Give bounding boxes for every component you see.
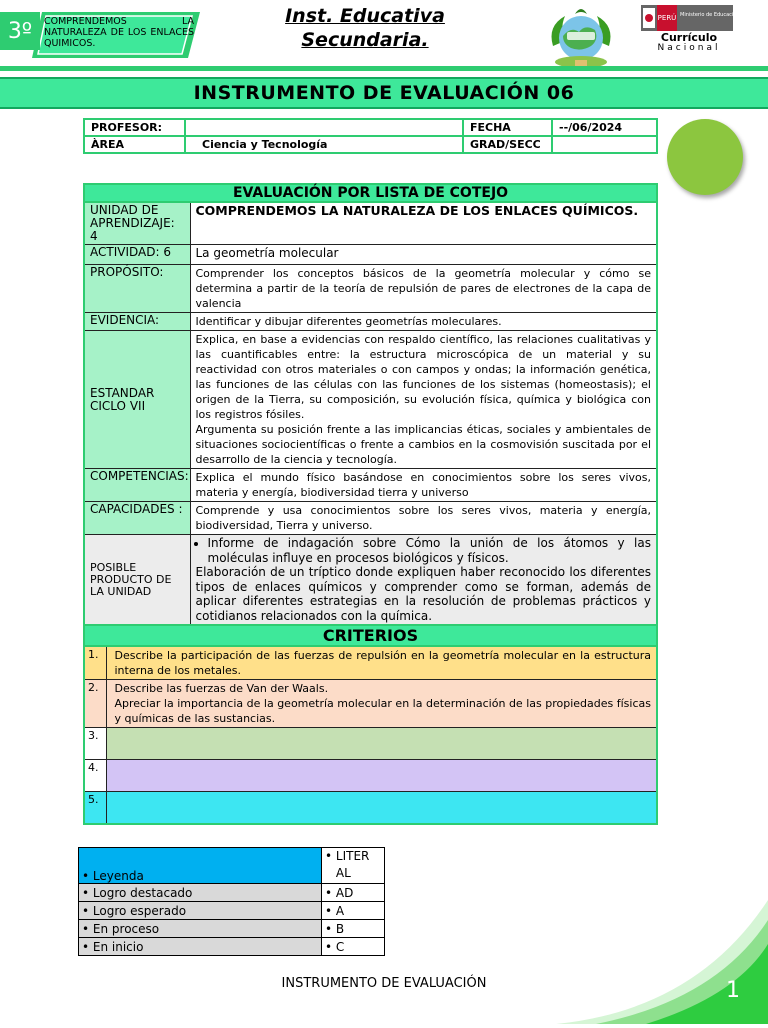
criterio-row-5 bbox=[84, 792, 657, 824]
green-circle-decoration bbox=[667, 119, 743, 195]
competencia-value: Explica el mundo físico basándose en conocimientos sobre los seres vivos, materia y energía, biodiversidad tierra y universo bbox=[190, 469, 657, 502]
criterio-text bbox=[106, 680, 657, 728]
actividad-label: ACTIVIDAD: 6 bbox=[84, 245, 190, 265]
fecha-label: FECHA bbox=[463, 119, 552, 136]
producto-bullet: • Informe de indagación sobre Cómo la unión de los átomos y las moléculas influye en procesos biológicos y físicos. bbox=[208, 536, 652, 565]
fecha-value[interactable]: --/06/2024 bbox=[552, 119, 657, 136]
legend-label: • En inicio bbox=[79, 938, 322, 956]
legend-table bbox=[78, 847, 385, 956]
legend-row bbox=[79, 884, 385, 902]
nacional-label: Nacional bbox=[657, 43, 721, 53]
proposito-value: Comprender los conceptos básicos de la geometría molecular y cómo se determina a partir de la teoría de repulsión de pares de electrones de la capa de valencia bbox=[190, 265, 657, 313]
grad-label: GRAD/SECC bbox=[463, 136, 552, 153]
evidencia-label: EVIDENCIA: bbox=[84, 313, 190, 331]
grade-label: 3º bbox=[0, 12, 40, 50]
criterio-number: 2. bbox=[84, 680, 106, 728]
legend-label: • Logro esperado bbox=[79, 902, 322, 920]
legend-value: • A bbox=[322, 902, 385, 920]
criterio-row-4 bbox=[84, 760, 657, 792]
svg-text:PERÚ: PERÚ bbox=[657, 14, 677, 22]
competencia-label: COMPETENCIAS: bbox=[84, 469, 190, 502]
capacidades-value: Comprende y usa conocimientos sobre los seres vivos, materia y energía, biodiversidad, Tierra y universo. bbox=[190, 502, 657, 535]
criterio-number: 5. bbox=[84, 792, 106, 824]
legend-value: • C bbox=[322, 938, 385, 956]
producto-value bbox=[190, 535, 657, 626]
profesor-label: PROFESOR: bbox=[84, 119, 185, 136]
grad-value[interactable] bbox=[552, 136, 657, 153]
criterio-number: 4. bbox=[84, 760, 106, 792]
header-stripe bbox=[0, 66, 768, 71]
corner-decoration bbox=[556, 900, 768, 1024]
unidad-label: UNIDAD DE APRENDIZAJE: 4 bbox=[84, 202, 190, 245]
criterio-row-3 bbox=[84, 728, 657, 760]
criterio-line: Apreciar la importancia de la geometría molecular en la determinación de las propiedades físicas y químicas de las sustancias. bbox=[114, 697, 651, 725]
school-line-2: Secundaria. bbox=[301, 29, 429, 51]
curriculo-label: Currículo bbox=[660, 31, 718, 44]
footer-text: INSTRUMENTO DE EVALUACIÓN bbox=[281, 976, 487, 991]
criterio-text[interactable] bbox=[106, 792, 657, 824]
area-label: ÀREA bbox=[84, 136, 185, 153]
legend-label: • Logro destacado bbox=[79, 884, 322, 902]
unidad-value: COMPRENDEMOS LA NATURALEZA DE LOS ENLACES QUÍMICOS. bbox=[190, 202, 657, 245]
ministry-label: Ministerio de Educación bbox=[680, 12, 740, 18]
estandar-paragraph-1: Explica, en base a evidencias con respaldo científico, las relaciones cualitativas y las cuantificables entre: la estructura microscópica de un material y su reactividad con otros materiales o con campos y ondas; la información genética, las funciones de las células con las funciones de los sistemas (homeostasis); el origen de la Tierra, su composición, su evolución física, química y biológica con los registros fósiles. bbox=[195, 333, 651, 421]
legend-row bbox=[79, 938, 385, 956]
criterio-text[interactable] bbox=[106, 728, 657, 760]
estandar-label: ESTANDAR CICLO VII bbox=[84, 331, 190, 469]
area-value[interactable]: Ciencia y Tecnología bbox=[185, 136, 463, 153]
capacidades-label: CAPACIDADES : bbox=[84, 502, 190, 535]
criterio-row-1 bbox=[84, 646, 657, 680]
criterio-number: 3. bbox=[84, 728, 106, 760]
estandar-paragraph-2: Argumenta su posición frente a las implicancias éticas, sociales y ambientales de situaciones sociocientíficas o frente a cambios en la cosmovisión suscitada por el desarrollo de la ciencia y tecnología. bbox=[195, 423, 651, 466]
criterio-text bbox=[106, 646, 657, 680]
school-name bbox=[260, 4, 470, 52]
evidencia-value: Identificar y dibujar diferentes geometrías moleculares. bbox=[190, 313, 657, 331]
producto-label: POSIBLE PRODUCTO DE LA UNIDAD bbox=[84, 535, 190, 626]
page-number: 1 bbox=[726, 978, 740, 1003]
estandar-value bbox=[190, 331, 657, 469]
evaluation-header: EVALUACIÓN POR LISTA DE COTEJO bbox=[84, 184, 657, 202]
minedu-logo bbox=[641, 5, 740, 31]
evaluation-table bbox=[83, 183, 658, 825]
criterio-text[interactable] bbox=[106, 760, 657, 792]
legend-header-value: • LITERAL bbox=[322, 848, 385, 884]
legend-value: • AD bbox=[322, 884, 385, 902]
school-line-1: Inst. Educativa bbox=[285, 5, 445, 27]
actividad-value: La geometría molecular bbox=[190, 245, 657, 265]
criterios-header: CRITERIOS bbox=[84, 625, 657, 646]
unit-banner-text: COMPRENDEMOS LA NATURALEZA DE LOS ENLACES QUIMICOS. bbox=[44, 16, 194, 49]
legend-value: • B bbox=[322, 920, 385, 938]
unit-banner bbox=[32, 12, 200, 58]
legend-row bbox=[79, 902, 385, 920]
proposito-label: PROPÓSITO: bbox=[84, 265, 190, 313]
legend-header-label: • Leyenda bbox=[79, 848, 322, 884]
criterio-line: Describe la participación de las fuerzas de repulsión en la geometría molecular en la estructura interna de los metales. bbox=[114, 649, 651, 677]
producto-text: Elaboración de un tríptico donde expliquen haber reconocido los diferentes tipos de enlaces químicos y comprender como se forman, además de aplicar diferentes estrategias en la resolución de problemas prácticos y cotidianos relacionados con la química. bbox=[195, 565, 651, 623]
page-title: INSTRUMENTO DE EVALUACIÓN 06 bbox=[0, 77, 768, 109]
legend-row bbox=[79, 920, 385, 938]
criterio-number: 1. bbox=[84, 646, 106, 680]
legend-label: • En proceso bbox=[79, 920, 322, 938]
profesor-value[interactable] bbox=[185, 119, 463, 136]
school-globe-logo bbox=[545, 6, 617, 72]
criterio-line: Describe las fuerzas de Van der Waals. bbox=[114, 682, 329, 695]
info-table bbox=[83, 118, 658, 154]
criterio-row-2 bbox=[84, 680, 657, 728]
